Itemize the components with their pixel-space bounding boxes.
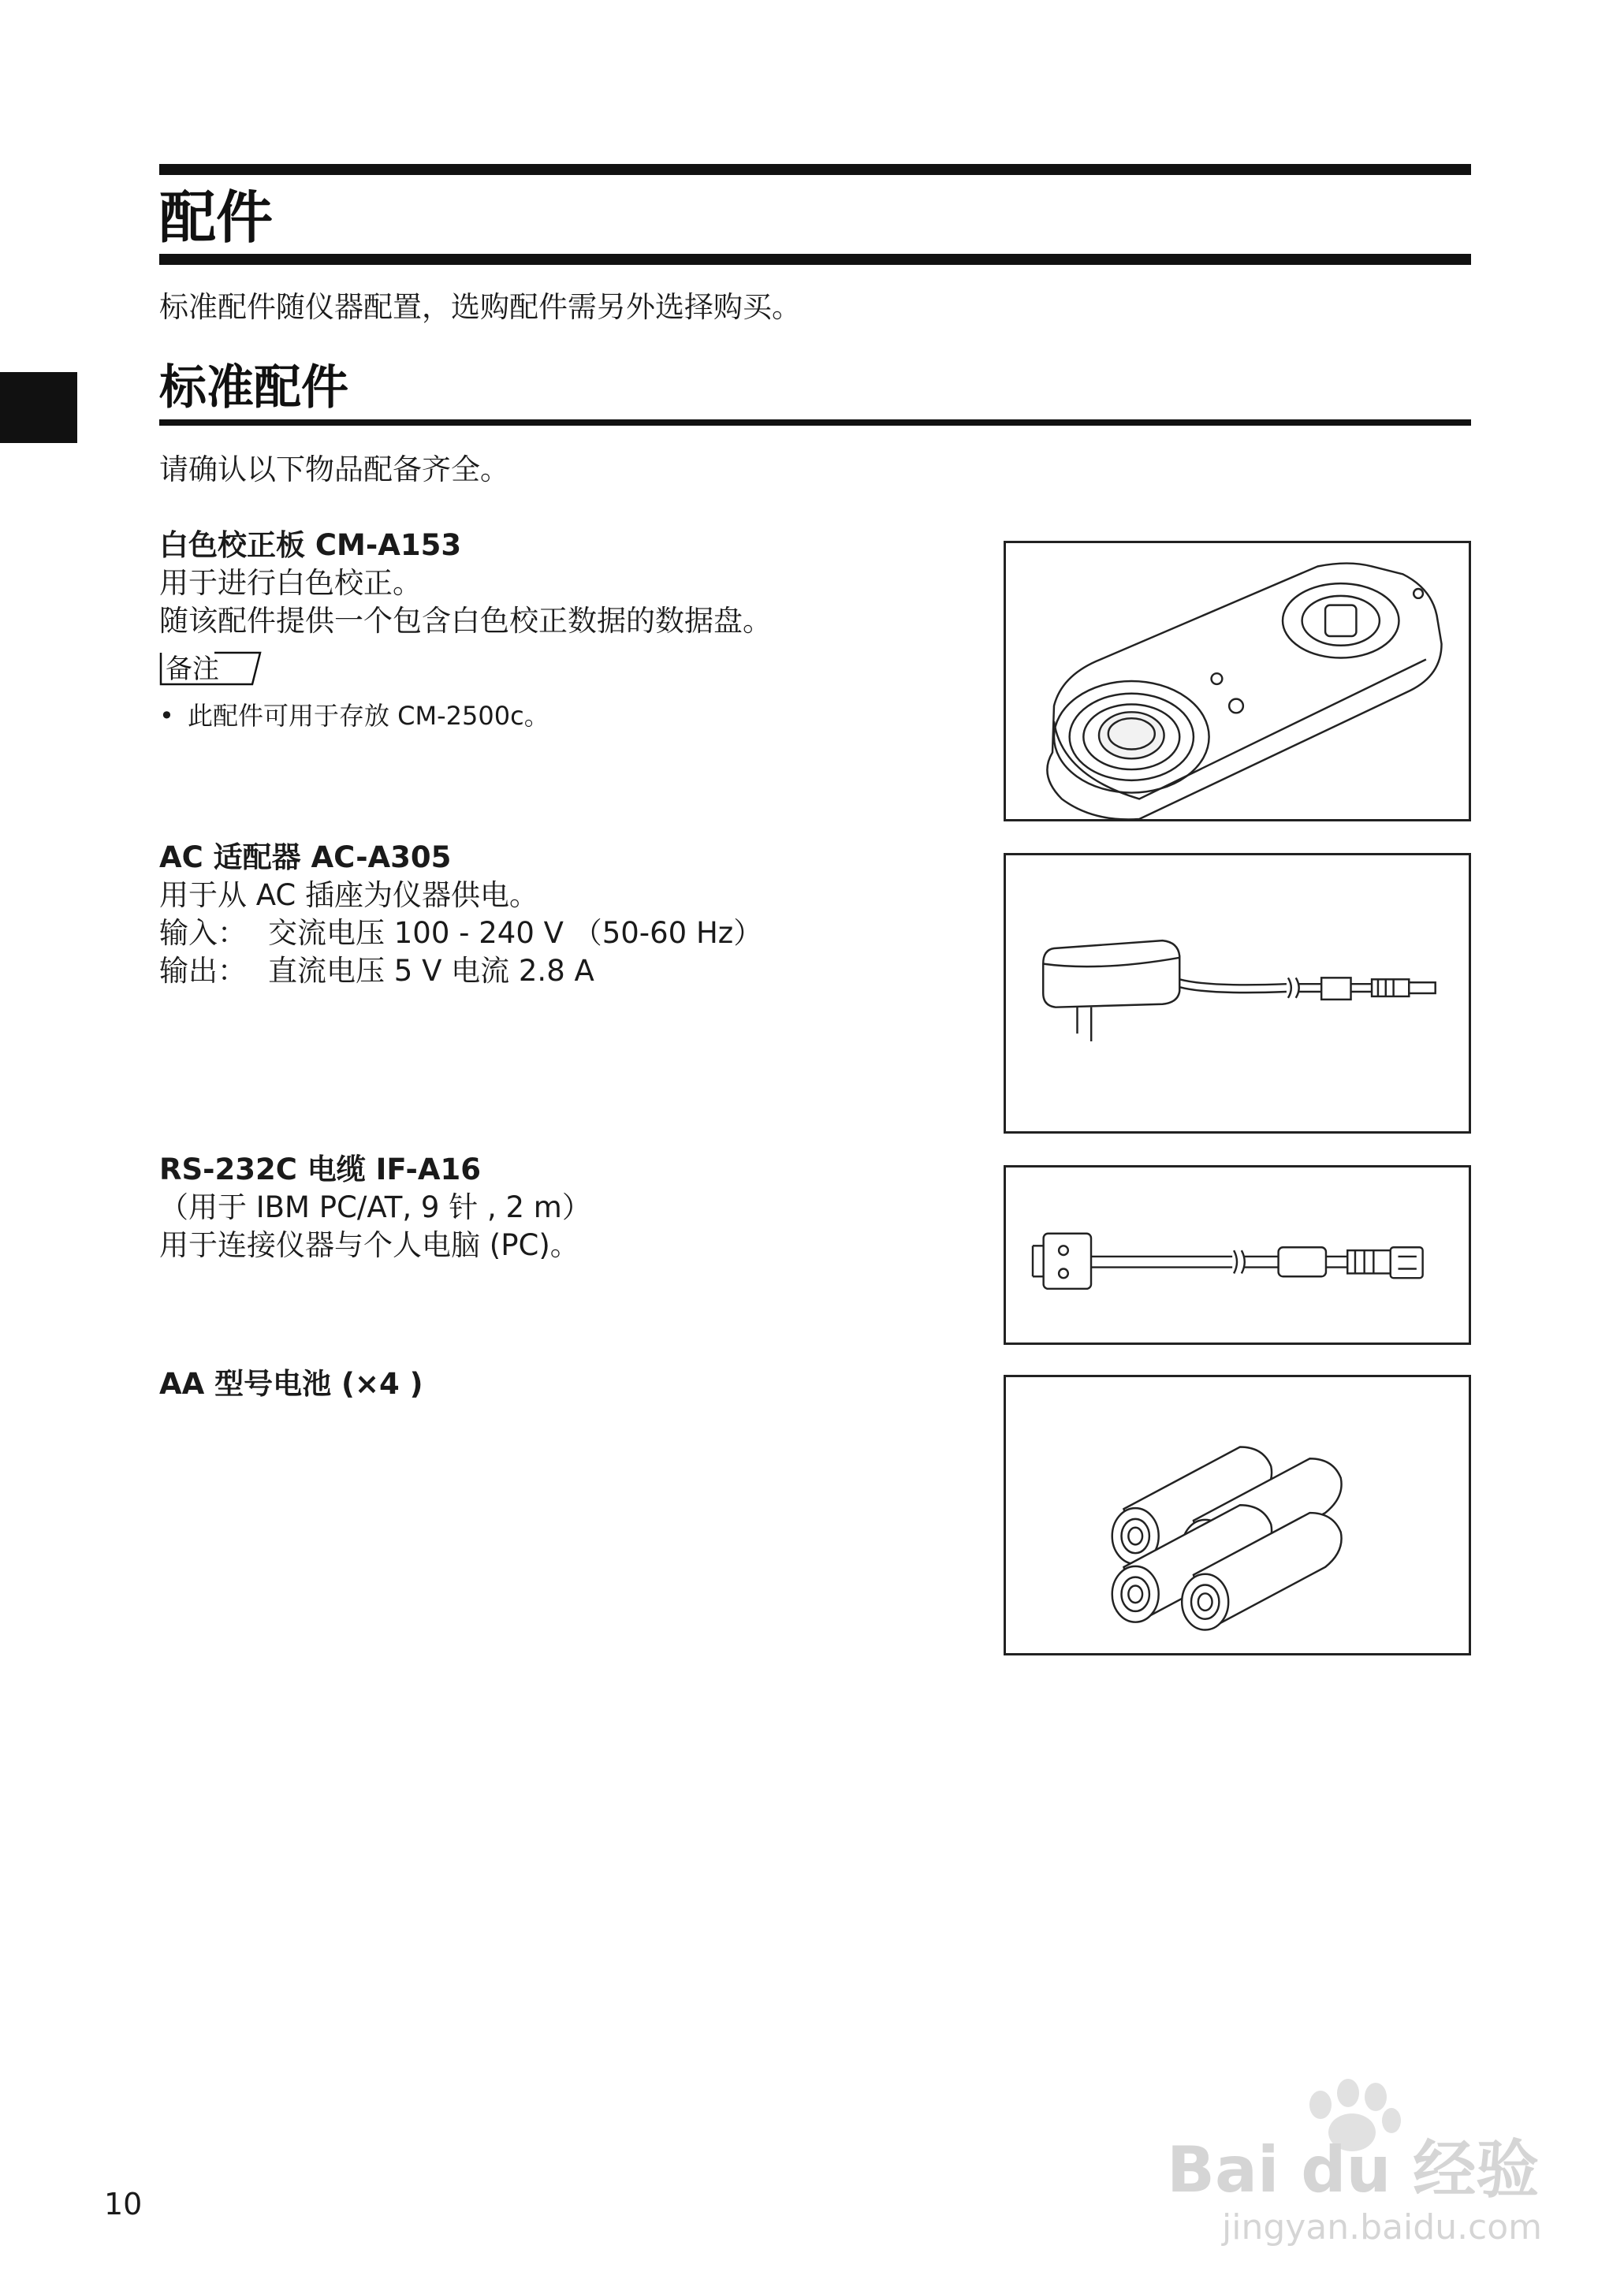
item-line: （用于 IBM PC/AT, 9 针 , 2 m） <box>159 1190 591 1224</box>
bullet-icon: • <box>159 701 174 731</box>
output-label: 输出： <box>159 954 247 988</box>
aa-batteries-illustration <box>1006 1377 1469 1653</box>
figure-aa-batteries <box>1004 1375 1471 1655</box>
item-line: 随该配件提供一个包含白色校正数据的数据盘。 <box>159 604 772 638</box>
white-plate-illustration <box>1006 543 1469 819</box>
figure-rs232c-cable <box>1004 1165 1471 1345</box>
input-value: 交流电压 100 - 240 V （50-60 Hz） <box>268 916 763 950</box>
item-title-ac-adapter: AC 适配器 AC-A305 <box>159 840 452 874</box>
figure-ac-adapter <box>1004 853 1471 1134</box>
baidu-watermark <box>1151 2050 1577 2255</box>
section-top-rule <box>159 164 1471 175</box>
watermark-brand: Bai du 经验 <box>1167 2133 1540 2206</box>
subsection-title: 标准配件 <box>159 360 348 415</box>
rs232c-cable-illustration <box>1006 1167 1469 1343</box>
item-output-line <box>159 952 594 990</box>
section-intro: 标准配件随仪器配置，选购配件需另外选择购买。 <box>159 290 801 324</box>
chapter-tab-marker <box>0 372 77 443</box>
item-line: 用于连接仪器与个人电脑 (PC)。 <box>159 1228 579 1262</box>
item-input-line <box>159 914 762 952</box>
note-text: • 此配件可用于存放 CM-2500c。 <box>159 701 549 731</box>
item-line: 用于进行白色校正。 <box>159 566 422 600</box>
figure-white-plate <box>1004 541 1471 821</box>
note-badge-label: 备注 <box>166 654 219 685</box>
input-label: 输入： <box>159 916 247 950</box>
section-title: 配件 <box>159 184 274 251</box>
section-bottom-rule <box>159 254 1471 265</box>
item-title-rs232c: RS-232C 电缆 IF-A16 <box>159 1153 482 1186</box>
page-number: 10 <box>104 2187 143 2221</box>
subsection-rule <box>159 419 1471 426</box>
subsection-intro: 请确认以下物品配备齐全。 <box>159 452 509 486</box>
ac-adapter-illustration <box>1006 855 1469 1131</box>
item-line: 用于从 AC 插座为仪器供电。 <box>159 878 539 912</box>
watermark-url: jingyan.baidu.com <box>1222 2207 1543 2247</box>
output-value: 直流电压 5 V 电流 2.8 A <box>268 954 594 988</box>
item-title-aa-batteries: AA 型号电池 (×4 ) <box>159 1367 423 1401</box>
note-badge <box>159 651 262 686</box>
item-title-white-plate: 白色校正板 CM-A153 <box>159 528 462 562</box>
